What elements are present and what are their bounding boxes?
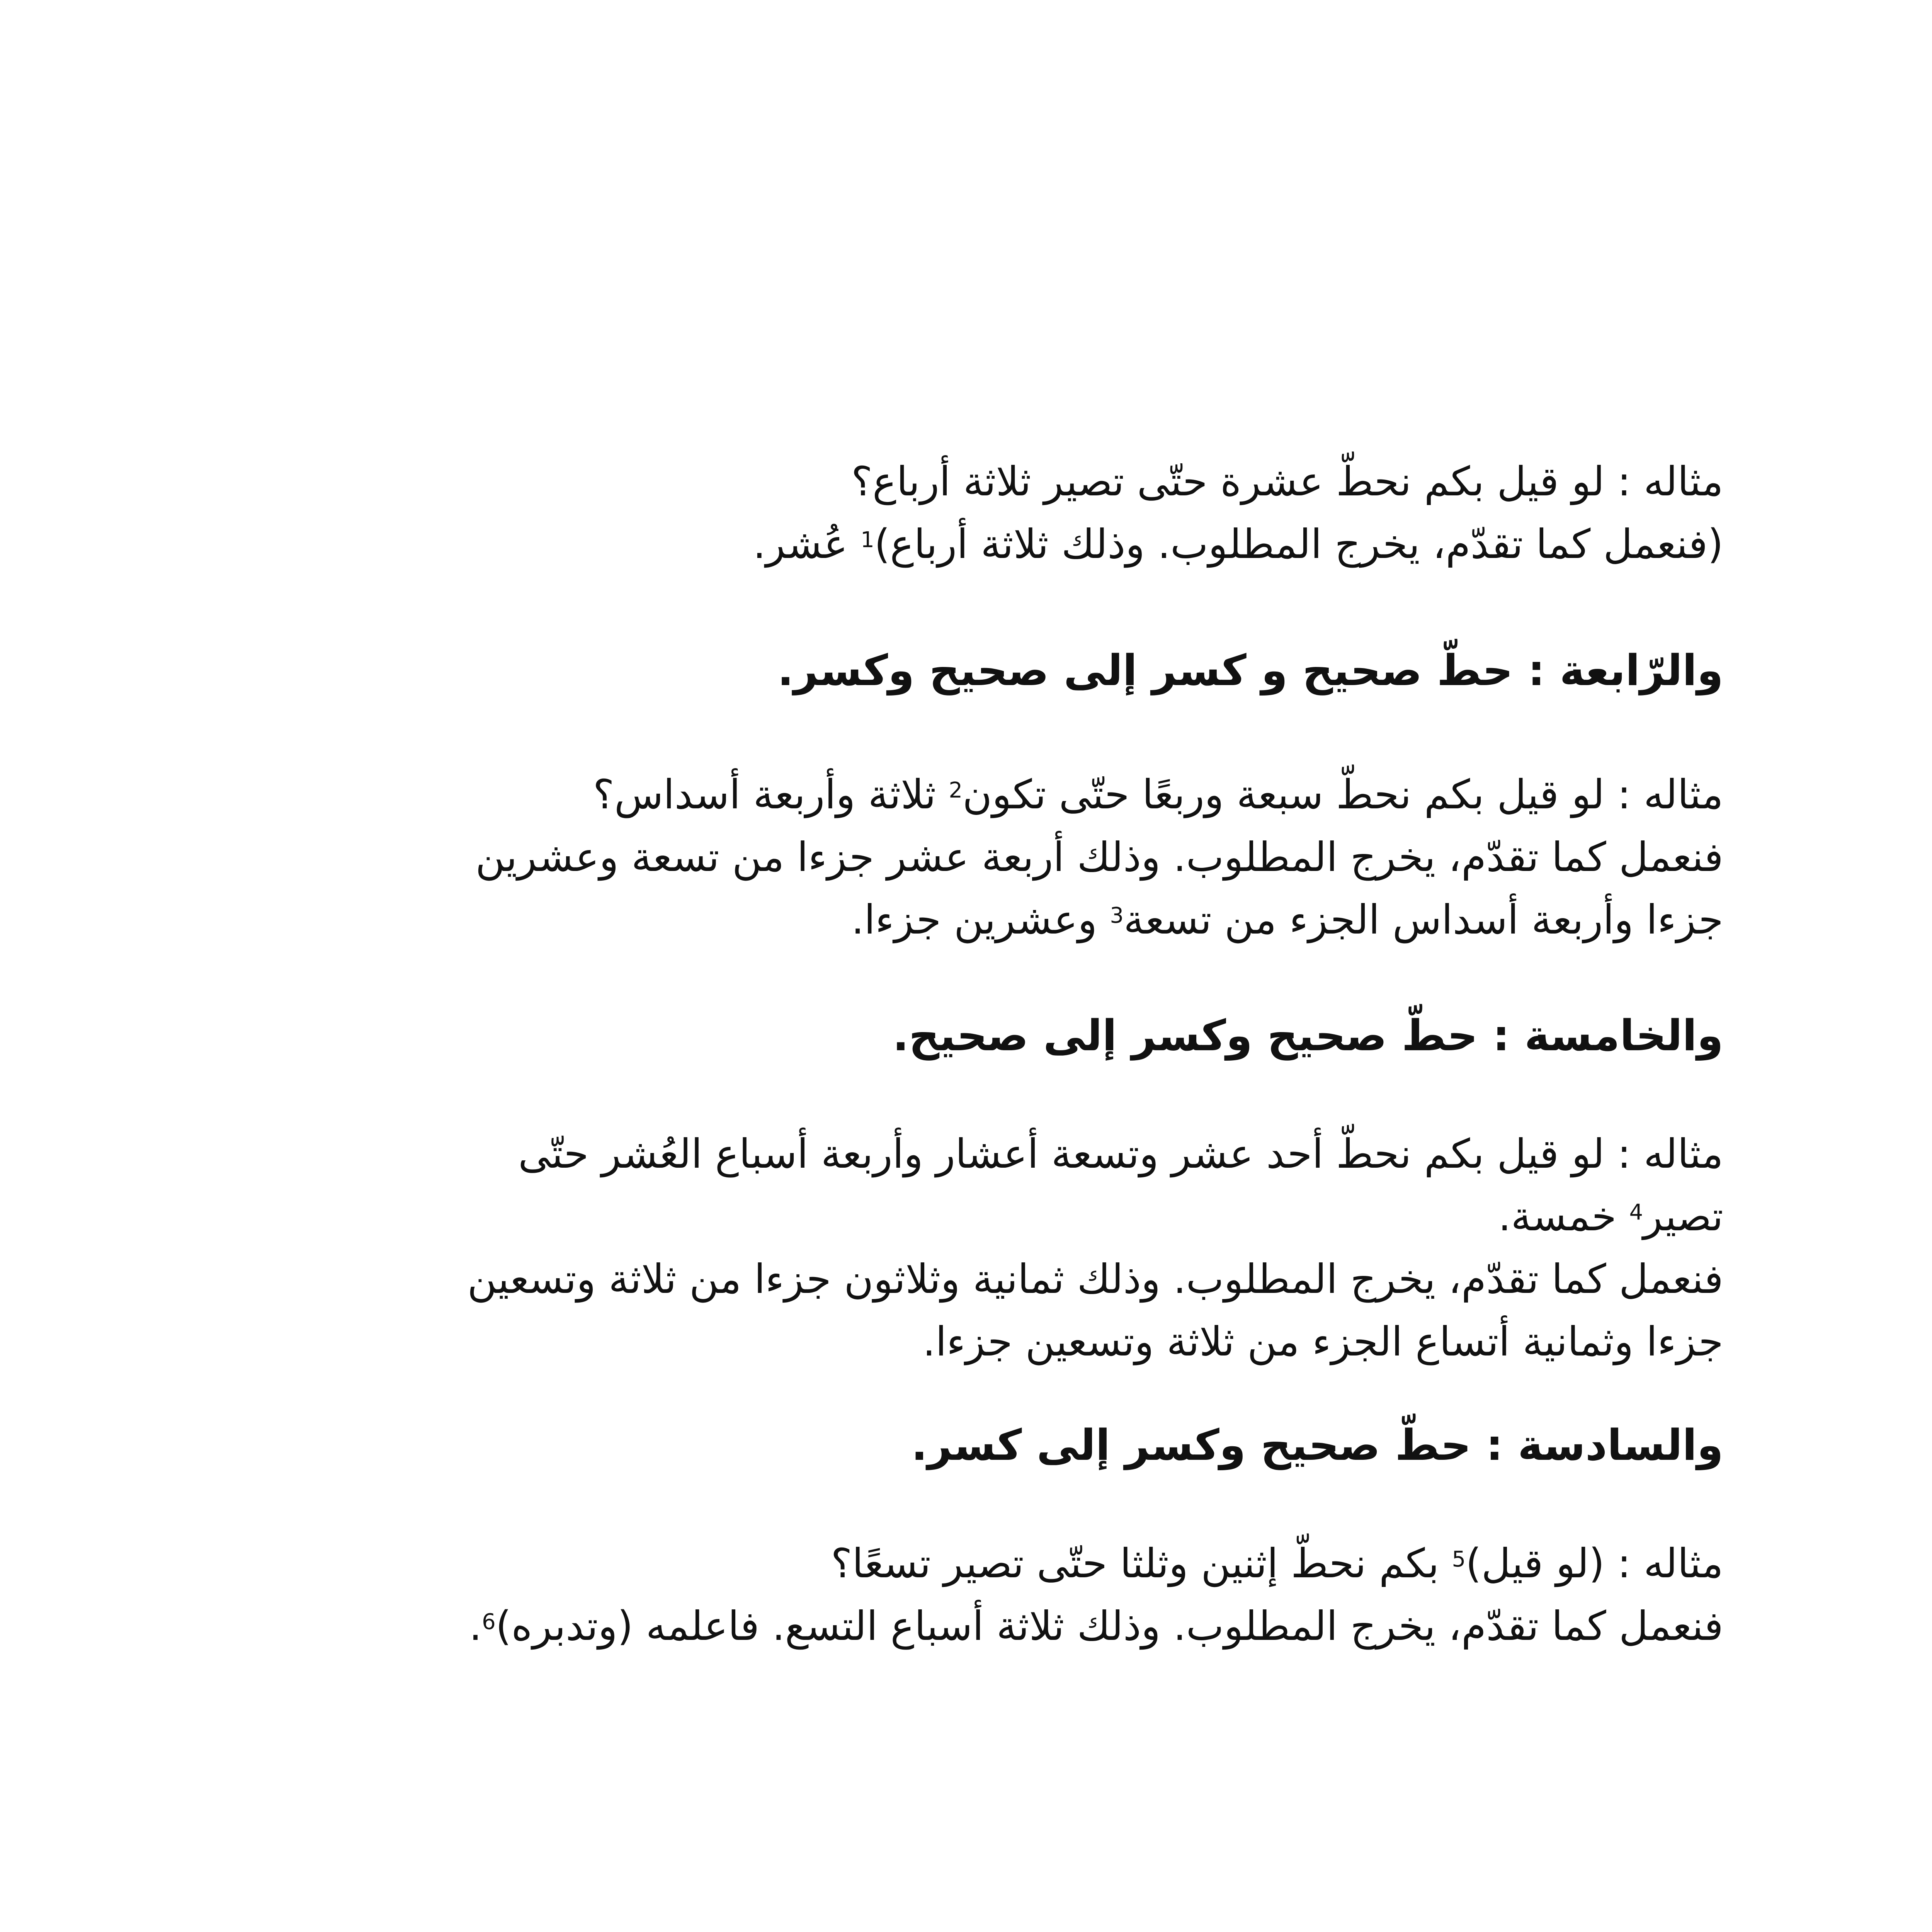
example-line: مثاله : لو قيل بكم نحطّ أحد عشر وتسعة أعشار وأربعة أسباع العُشر حتّى xyxy=(518,1130,1723,1177)
example-line: تصير$^4$ خمسة. xyxy=(1498,1193,1723,1240)
solution-line: فنعمل كما تقدّم، يخرج المطلوب. وذلك أربعة عشر جزءا من تسعة وعشرين xyxy=(475,833,1723,881)
example-paragraph-1 xyxy=(462,450,1723,575)
section-heading-sixth: والسادسة : حطّ صحيح وكسر إلى كسر. xyxy=(911,1420,1723,1470)
solution-line: فنعمل كما تقدّم، يخرج المطلوب. وذلك ثمانية وثلاثون جزءا من ثلاثة وتسعين xyxy=(467,1255,1723,1303)
example-paragraph-3 xyxy=(462,1122,1723,1373)
example-paragraph-4 xyxy=(462,1532,1723,1657)
footnote-ref: 5 xyxy=(1452,1547,1466,1572)
solution-line: جزءا وثمانية أتساع الجزء من ثلاثة وتسعين جزءا. xyxy=(922,1318,1723,1365)
example-line: مثاله : لو قيل بكم نحطّ سبعة وربعًا حتّى تكون$^2$ ثلاثة وأربعة أسداس؟ xyxy=(593,771,1723,818)
example-paragraph-2 xyxy=(462,763,1723,951)
footnote-ref: 1 xyxy=(861,527,874,553)
section-heading-fifth: والخامسة : حطّ صحيح وكسر إلى صحيح. xyxy=(893,1011,1723,1060)
footnote-ref: 2 xyxy=(949,778,963,803)
section-heading-fourth: والرّابعة : حطّ صحيح و كسر إلى صحيح وكسر. xyxy=(777,646,1723,695)
example-line: مثاله : (لو قيل)$^5$ بكم نحطّ إثنين وثلثا حتّى تصير تسعًا؟ xyxy=(831,1540,1723,1587)
footnote-ref: 6 xyxy=(482,1609,496,1634)
solution-line: فنعمل كما تقدّم، يخرج المطلوب. وذلك ثلاثة أسباع التسع. فاعلمه (وتدبره)$^6$. xyxy=(469,1602,1723,1650)
footnote-ref: 3 xyxy=(1110,903,1124,928)
solution-line: (فنعمل كما تقدّم، يخرج المطلوب. وذلك ثلاثة أرباع)$^1$ عُشر. xyxy=(753,520,1723,568)
footnote-ref: 4 xyxy=(1629,1200,1643,1225)
example-line: مثاله : لو قيل بكم نحطّ عشرة حتّى تصير ثلاثة أرباع؟ xyxy=(851,458,1723,505)
solution-line: جزءا وأربعة أسداس الجزء من تسعة$^3$ وعشرين جزءا. xyxy=(851,896,1723,943)
